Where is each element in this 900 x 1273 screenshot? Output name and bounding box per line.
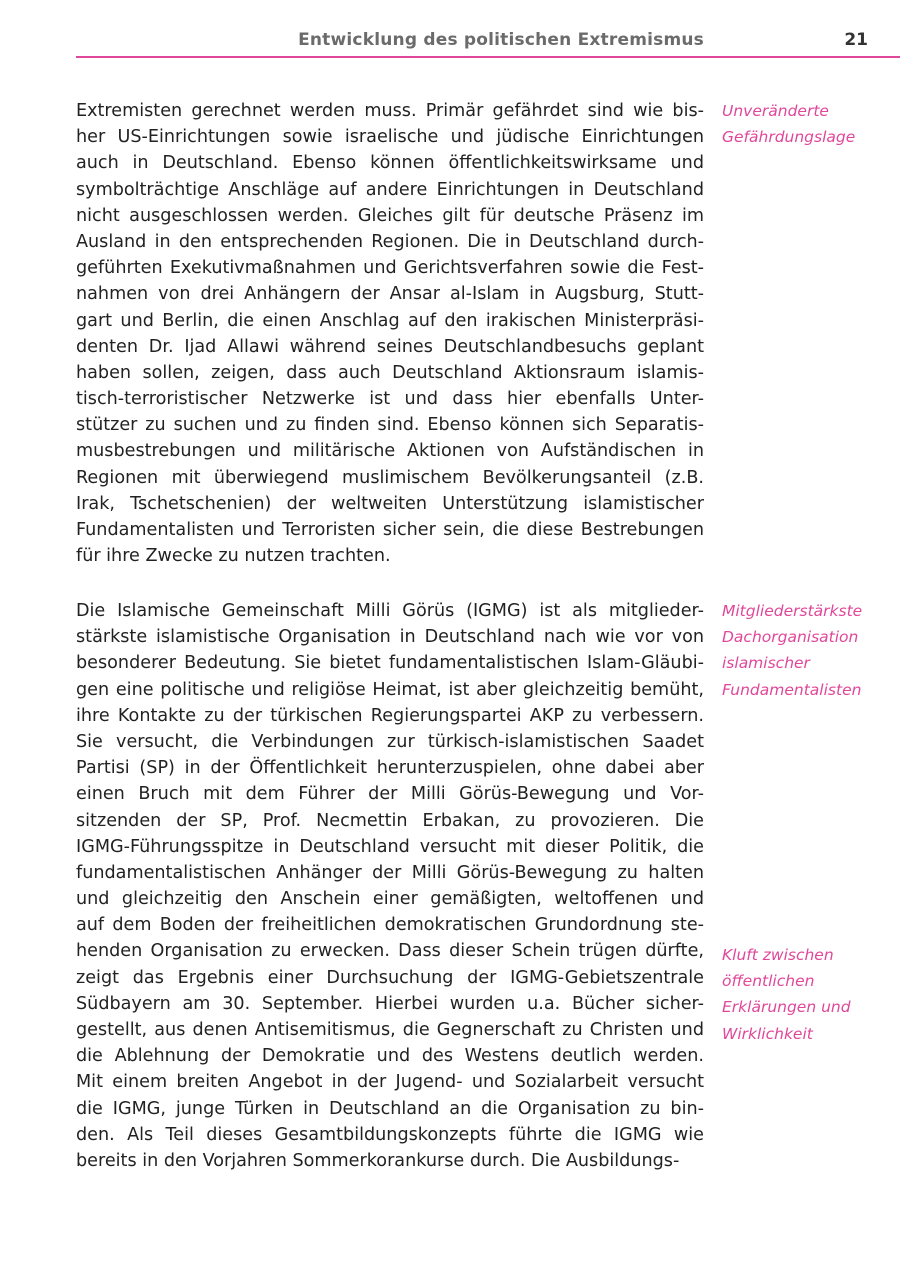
text-line: Regionen mit überwiegend muslimischem Bevölkerungsanteil (z.B. [76, 467, 704, 488]
text-line: denten Dr. Ijad Allawi während seines Deutschlandbesuchs geplant [76, 336, 704, 357]
text-line: zeigt das Ergebnis einer Durchsuchung der IGMG-Gebietszentrale [76, 967, 704, 988]
margin-note-line: Dachorganisation [722, 628, 859, 647]
text-line: nahmen von drei Anhängern der Ansar al-Islam in Augsburg, Stutt- [76, 284, 704, 305]
text-line: einen Bruch mit dem Führer der Milli Görüs-Bewegung und Vor- [76, 784, 704, 805]
text-line: Ausland in den entsprechenden Regionen. Die in Deutschland durch- [76, 231, 704, 252]
text-line: haben sollen, zeigen, dass auch Deutschland Aktionsraum islamis- [76, 362, 704, 383]
text-line: gart und Berlin, die einen Anschlag auf den irakischen Ministerpräsi- [76, 310, 704, 331]
text-line: stützer zu suchen und zu finden sind. Ebenso können sich Separatis- [76, 415, 704, 436]
text-line: auf dem Boden der freiheitlichen demokratischen Grundordnung ste- [76, 915, 704, 936]
text-line: ihre Kontakte zu der türkischen Regierungspartei AKP zu verbessern. [76, 705, 704, 726]
paragraph-1 [76, 98, 704, 569]
text-line: stärkste islamistische Organisation in Deutschland nach wie vor von [76, 627, 704, 648]
text-line: Mit einem breiten Angebot in der Jugend- und Sozialarbeit versucht [76, 1072, 704, 1093]
text-line: geführten Exekutivmaßnahmen und Gerichtsverfahren sowie die Fest- [76, 258, 704, 279]
text-line: gen eine politische und religiöse Heimat, ist aber gleichzeitig bemüht, [76, 679, 704, 700]
text-line: Fundamentalisten und Terroristen sicher sein, die diese Bestrebungen [76, 520, 704, 540]
margin-note-line: Gefährdungslage [722, 128, 856, 147]
page-number: 21 [844, 30, 868, 50]
text-line: Die Islamische Gemeinschaft Milli Görüs (IGMG) ist als mitglieder- [76, 601, 704, 621]
text-line: besonderer Bedeutung. Sie bietet fundamentalistischen Islam-Gläubi- [76, 653, 704, 674]
text-line: nicht ausgeschlossen werden. Gleiches gilt für deutsche Präsenz im [76, 205, 704, 226]
text-line: Extremisten gerechnet werden muss. Primär gefährdet sind wie bis- [76, 101, 704, 121]
text-line: die Ablehnung der Demokratie und des Westens deutlich werden. [76, 1046, 704, 1067]
margin-note-3 [722, 942, 892, 1047]
margin-note-line: Unveränderte [722, 102, 829, 120]
text-line: henden Organisation zu erwecken. Dass dieser Schein trügen dürfte, [76, 941, 704, 962]
text-line: und gleichzeitig den Anschein einer gemäßigten, weltoffenen und [76, 889, 704, 910]
text-line: für ihre Zwecke zu nutzen trachten. [76, 546, 391, 567]
text-line: auch in Deutschland. Ebenso können öffentlichkeitswirksame und [76, 153, 704, 174]
text-line: musbestrebungen und militärische Aktionen von Aufständischen in [76, 441, 704, 462]
text-line: her US-Einrichtungen sowie israelische und jüdische Einrichtungen [76, 127, 704, 148]
text-line: bereits in den Vorjahren Sommerkorankurse durch. Die Ausbildungs- [76, 1150, 680, 1171]
text-line: fundamentalistischen Anhänger der Milli Görüs-Bewegung zu halten [76, 862, 704, 883]
margin-note-2 [722, 598, 892, 703]
margin-note-line: Erklärungen und [722, 998, 851, 1017]
text-line: gestellt, aus denen Antisemitismus, die Gegnerschaft zu Christen und [76, 1020, 704, 1040]
margin-note-line: Fundamentalisten [722, 680, 862, 699]
margin-note-line: islamischer [722, 654, 810, 673]
text-line: den. Als Teil dieses Gesamtbildungskonzepts führte die IGMG wie [76, 1124, 704, 1145]
margin-note-line: öffentlichen [722, 972, 815, 991]
page-header [76, 28, 900, 58]
text-line: Südbayern am 30. September. Hierbei wurden u.a. Bücher sicher- [76, 993, 704, 1014]
text-line: Partisi (SP) in der Öffentlichkeit herunterzuspielen, ohne dabei aber [76, 758, 704, 779]
text-line: die IGMG, junge Türken in Deutschland an die Organisation zu bin- [76, 1098, 704, 1119]
text-line: Irak, Tschetschenien) der weltweiten Unterstützung islamistischer [76, 493, 704, 514]
margin-note-1 [722, 98, 892, 150]
text-line: IGMG-Führungsspitze in Deutschland versucht mit dieser Politik, die [76, 836, 704, 857]
margin-note-line: Wirklichkeit [722, 1024, 813, 1043]
text-line: Sie versucht, die Verbindungen zur türkisch-islamistischen Saadet [76, 731, 704, 752]
text-line: tisch-terroristischer Netzwerke ist und dass hier ebenfalls Unter- [76, 389, 704, 410]
margin-note-line: Mitgliederstärkste [722, 602, 863, 620]
margin-note-line: Kluft zwischen [722, 946, 834, 964]
paragraph-2 [76, 598, 704, 1174]
running-head-title: Entwicklung des politischen Extremismus [298, 30, 704, 50]
text-line: symbolträchtige Anschläge auf andere Einrichtungen in Deutschland [76, 179, 704, 200]
text-line: sitzenden der SP, Prof. Necmettin Erbakan, zu provozieren. Die [76, 810, 704, 831]
